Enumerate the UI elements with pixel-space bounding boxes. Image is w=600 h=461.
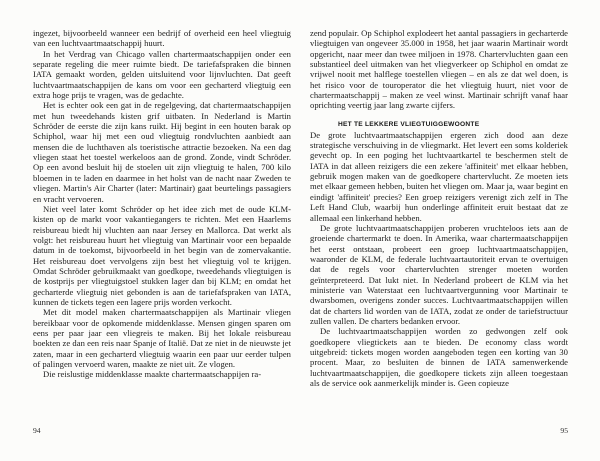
page-left: [33, 28, 291, 438]
page-right: [310, 28, 568, 438]
body-paragraph: Met dit model maken chartermaatschappijen als Martinair vliegen bereikbaar voor de opkomende middenklasse. Mensen gingen sparen om eens per paar jaar een vliegreis te maken. Bij het lokale reisbureau boekten ze dan een reis naar Spanje of Italië. Dat ze niet in de nieuwste jet zaten, maar in een gecharterd vliegtuig waarin een paar uur eerder tulpen of palingen vervoerd waren, maakte ze niet uit. Ze vlogen.: [33, 307, 291, 369]
page-number-right: 95: [560, 426, 568, 435]
section-heading: HET TE LEKKERE VLIEGTUIGGEWOONTE: [338, 120, 480, 128]
body-paragraph: ingezet, bijvoorbeeld wanneer een bedrijf of overheid een heel vliegtuig van een luchtvaartmaatschappij huurt.: [33, 28, 291, 49]
body-paragraph: De grote luchtvaartmaatschappijen ergeren zich dood aan deze strategische verschuiving in de vliegmarkt. Het levert een soms kolderiek gevecht op. In een poging het luchtvaartkartel te beschermen stelt de IATA in dat alleen reizigers die een zekere 'affiniteit' met elkaar hebben, gebruik mogen maken van de goedkopere chartervlucht. Ze moeten iets met elkaar gemeen hebben, buiten het vliegen om. Maar ja, waar begint en eindigt 'affiniteit' precies? Een groep reizigers verenigt zich zelf in The Left Hand Club, waarbij hun onderlinge affiniteit eruit bestaat dat ze allemaal een linkerhand hebben.: [310, 129, 568, 223]
body-paragraph: De grote luchtvaartmaatschappijen proberen vruchteloos iets aan de groeiende chartermarkt te doen. In Amerika, waar chartermaatschappijen het eerst ontstaan, probeert een groep luchtvaartmaatschappijen, waaronder de KLM, de federale luchtvaartautoriteit ervan te overtuigen dat de regels voor chartervluchten strenger moeten worden geïnterpreteerd. Dat lukt niet. In Nederland probeert de KLM via het ministerie van Waterstaat een luchtvaartvergunning voor Martinair te dwarsbomen, overigens zonder succes. Luchtvaartmaatschappijen willen dat de charters lid worden van de IATA, zodat ze onder de tariefstructuur zullen vallen. De charters bedanken ervoor.: [310, 222, 568, 326]
body-paragraph: Het is echter ook een gat in de regelgeving, dat chartermaatschappijen met hun tweedehands kisten grif uitbaten. In Nederland is Martin Schröder de eerste die zijn kans ruikt. Hij begint in een houten barak op Schiphol, waar hij met een oud vliegtuig rondvluchten aanbiedt aan mensen die de luchthaven als toeristische attractie bezoeken. Na een dag vliegen staat het toestel werkeloos aan de grond. Zonde, vindt Schröder. Op een avond besluit hij de stoelen uit zijn vliegtuig te halen, 700 kilo bloemen in te laden en daarmee in het holst van de nacht naar Zweden te vliegen. Martin's Air Charter (later: Martinair) gaat beurtelings passagiers en vracht vervoeren.: [33, 100, 291, 204]
body-paragraph: De luchtvaartmaatschappijen worden zo gedwongen zelf ook goedkopere vliegtickets aan te bieden. De economy class wordt uitgebreid: tickets mogen worden aangeboden tegen een korting van 30 procent. Maar, zo besluiten de binnen de IATA samenwerkende luchtvaartmaatschappijen, die goedkopere tickets zijn alleen toegestaan als de service ook aanmerkelijk minder is. Geen copieuze: [310, 326, 568, 388]
page-number-left: 94: [33, 426, 41, 435]
body-paragraph: Niet veel later komt Schröder op het idee zich met de oude KLM-kisten op de markt voor vakantiegangers te richten. Met een Haarlems reisbureau biedt hij vluchten aan naar Jersey en Mallorca. Dat werkt als volgt: het reisbureau huurt het vliegtuig van Martinair voor een bepaalde datum in de toekomst, bijvoorbeeld in het begin van de zomervakantie. Het reisbureau doet vervolgens zijn best het vliegtuig vol te krijgen. Omdat Schröder gebruikmaakt van goedkope, tweedehands vliegtuigen is de kostprijs per vliegtuigstoel stukken lager dan bij KLM; en omdat het gecharterde vliegtuig niet gebonden is aan de tariefafspraken van IATA, kunnen de tickets tegen een lagere prijs worden verkocht.: [33, 203, 291, 307]
body-paragraph: Die reislustige middenklasse maakte chartermaatschappijen ra-: [43, 369, 262, 380]
body-paragraph: zend populair. Op Schiphol explodeert het aantal passagiers in gecharterde vliegtuigen van ongeveer 35.000 in 1958, het jaar waarin Martinair wordt opgericht, naar meer dan twee miljoen in 1978. Chartervluchten gaan een substantieel deel uitmaken van het vliegverkeer op Schiphol en omdat ze vrijwel nooit met halflege toestellen vliegen – en als ze dat wel doen, is het risico voor de touroperator die het vliegtuig huurt, niet voor de chartermaatschappij – maken ze veel winst. Martinair schrijft vanaf haar oprichting veertig jaar lang zwarte cijfers.: [310, 28, 568, 111]
body-paragraph: In het Verdrag van Chicago vallen chartermaatschappijen onder een separate regeling die meer ruimte biedt. De tariefafspraken die binnen IATA gemaakt worden, gelden uitsluitend voor lijnvluchten. Dat geeft luchtvaartmaatschappijen de kans om voor een gecharterd vliegtuig een extra hoge prijs te vragen, was de gedachte.: [33, 48, 291, 101]
